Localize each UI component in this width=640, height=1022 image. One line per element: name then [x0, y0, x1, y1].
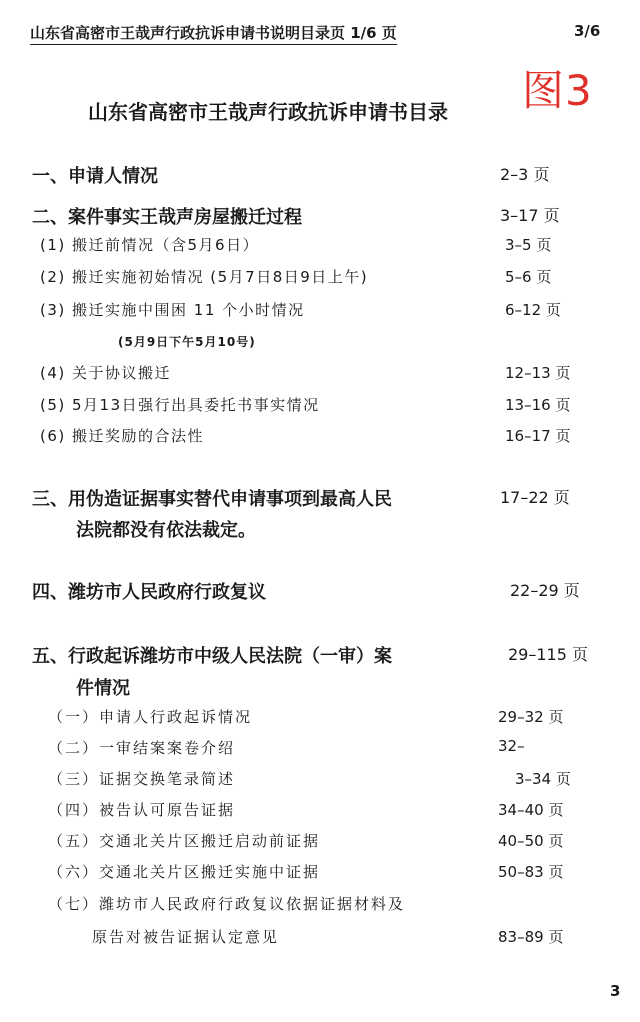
- toc-item-pages: 12–13 页: [505, 364, 571, 382]
- toc-item-label: (5月9日下午5月10号): [118, 335, 256, 349]
- toc-item: [0, 893, 640, 921]
- toc-item-label: 三、用伪造证据事实替代申请事项到最高人民: [32, 489, 392, 510]
- toc-item-pages: 6–12 页: [505, 301, 561, 319]
- toc-item-pages: 13–16 页: [505, 396, 571, 414]
- figure-label: 图3: [522, 66, 593, 115]
- toc-item-pages: 2–3 页: [500, 165, 550, 184]
- toc-item-label: （六）交通北关片区搬迁实施中证据: [48, 863, 321, 881]
- toc-item-continuation: [0, 516, 640, 544]
- toc-item-label: （一）申请人行政起诉情况: [48, 708, 253, 726]
- toc-item-label: 一、申请人情况: [32, 166, 158, 187]
- toc-item: [0, 394, 640, 422]
- toc-item: [0, 485, 640, 513]
- toc-item-label: (2) 搬迁实施初始情况 (5月7日8日9日上午): [40, 268, 369, 286]
- toc-item-label: (6) 搬迁奖励的合法性: [40, 427, 205, 445]
- toc-item-pages: 29–115 页: [508, 645, 588, 664]
- toc-item: [0, 578, 640, 606]
- toc-item-label: 二、案件事实王哉声房屋搬迁过程: [32, 207, 302, 228]
- toc-item-pages: 3–17 页: [500, 206, 560, 225]
- toc-item: [0, 830, 640, 858]
- toc-item-pages: 32–: [498, 737, 525, 755]
- toc-item: [0, 266, 640, 294]
- toc-item-label: 件情况: [76, 678, 130, 699]
- toc-item-pages: 5–6 页: [505, 268, 552, 286]
- toc-item-label: （七）潍坊市人民政府行政复议依据证据材料及: [48, 895, 406, 913]
- toc-item-label: (1) 搬迁前情况（含5月6日）: [40, 236, 260, 254]
- toc-item-label: 法院都没有依法裁定。: [76, 520, 256, 541]
- toc-item-pages: 3–5 页: [505, 236, 552, 254]
- toc-item-label: （五）交通北关片区搬迁启动前证据: [48, 832, 321, 850]
- toc-item-pages: 83–89 页: [498, 928, 564, 946]
- toc-item: [0, 642, 640, 670]
- toc-item-label: (5) 5月13日强行出具委托书事实情况: [40, 396, 320, 414]
- toc-item: [0, 861, 640, 889]
- toc-item-label: （三）证据交换笔录简述: [48, 770, 236, 788]
- toc-item-label: （四）被告认可原告证据: [48, 801, 236, 819]
- toc-item: [0, 768, 640, 796]
- toc-item-pages: 29–32 页: [498, 708, 564, 726]
- toc-item-label: (4) 关于协议搬迁: [40, 364, 172, 382]
- toc-item-continuation: [0, 926, 640, 954]
- toc-item: [0, 799, 640, 827]
- toc-item-label: （二）一审结案案卷介绍: [48, 739, 236, 757]
- toc-item-continuation: [0, 674, 640, 702]
- toc-item: [0, 425, 640, 453]
- toc-item: [0, 162, 640, 190]
- toc-item: [0, 299, 640, 327]
- toc-item-label: 四、潍坊市人民政府行政复议: [32, 582, 266, 603]
- toc-item: [0, 737, 640, 765]
- header-page-index: 3/6: [574, 22, 601, 40]
- page-number: 3: [610, 982, 621, 1000]
- toc-item: [0, 362, 640, 390]
- toc-item: [0, 203, 640, 231]
- toc-item-note: [0, 333, 640, 361]
- toc-item-pages: 34–40 页: [498, 801, 564, 819]
- toc-item-pages: 22–29 页: [510, 581, 580, 600]
- toc-item-pages: 40–50 页: [498, 832, 564, 850]
- toc-item-label: 原告对被告证据认定意见: [92, 928, 280, 946]
- header-title: 山东省高密市王哉声行政抗诉申请书说明目录页 1/6 页: [30, 22, 397, 45]
- toc-item: [0, 234, 640, 262]
- toc-item-label: (3) 搬迁实施中围困 11 个小时情况: [40, 301, 305, 319]
- toc-item-pages: 17–22 页: [500, 488, 570, 507]
- toc-item-pages: 3–34 页: [515, 770, 571, 788]
- toc-item-pages: 16–17 页: [505, 427, 571, 445]
- toc-item: [0, 706, 640, 734]
- toc-item-pages: 50–83 页: [498, 863, 564, 881]
- toc-item-label: 五、行政起诉潍坊市中级人民法院（一审）案: [32, 646, 392, 667]
- page-title: 山东省高密市王哉声行政抗诉申请书目录: [88, 100, 448, 124]
